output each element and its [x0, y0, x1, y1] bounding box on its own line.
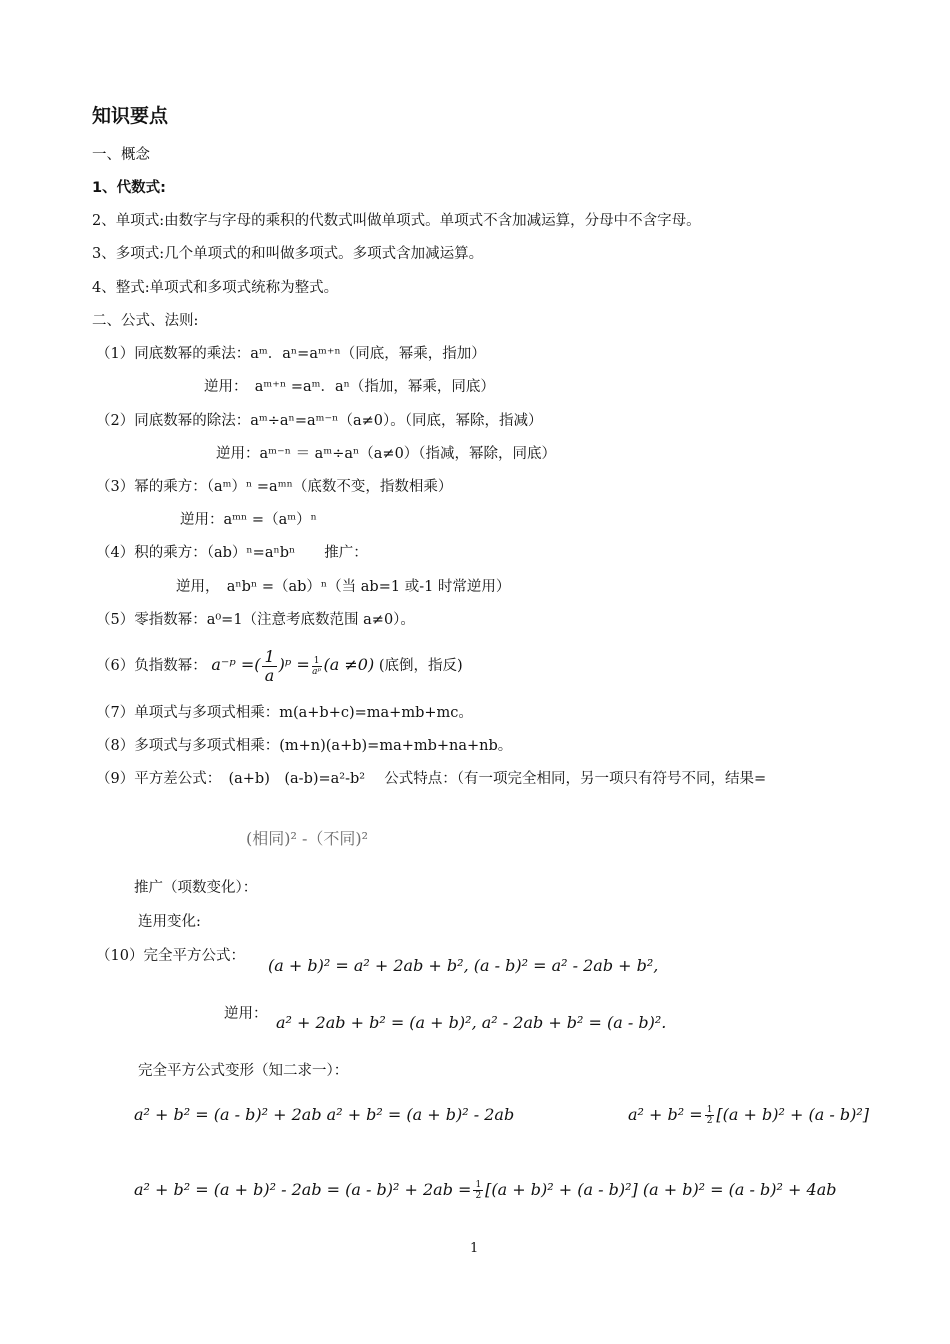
variant-row-2-b: [(a + b)² + (a - b)²] (a + b)² = (a - b)² + 4ab [485, 1180, 837, 1199]
item-algebraic-expression: 1、代数式: [92, 180, 166, 196]
section-concepts: 一、概念 [92, 147, 150, 163]
rule-6-math-b: )ᵖ = [278, 655, 310, 674]
rule-10-label: （10）完全平方公式： [96, 948, 245, 964]
rule-1-inverse: 逆用： aᵐ⁺ⁿ =aᵐ．aⁿ（指加，幂乘，同底） [204, 379, 495, 395]
rule-6-label: （6）负指数幂： [96, 658, 207, 674]
rule-10-inverse-formula: a² + 2ab + b² = (a + b)², a² - 2ab + b² = (a - b)². [276, 1013, 667, 1032]
variant-row-1-right-b: [(a + b)² + (a - b)²] [716, 1105, 869, 1124]
rule-2-inverse: 逆用：aᵐ⁻ⁿ ＝ aᵐ÷aⁿ（a≠0）（指减，幂除，同底） [216, 446, 557, 462]
variant-row-1-right-a: a² + b² = [628, 1105, 703, 1124]
rule-6-tail: (底倒，指反) [378, 658, 463, 674]
rule-3: （3）幂的乘方：（aᵐ）ⁿ =aᵐⁿ（底数不变，指数相乘） [96, 479, 453, 495]
rule-6-math-c: (a ≠0) [323, 655, 375, 674]
rule-8: （8）多项式与多项式相乘：(m+n)(a+b)=ma+mb+na+nb。 [96, 738, 513, 754]
variants-heading: 完全平方公式变形（知二求一）： [138, 1063, 349, 1079]
variant-row-1-right [628, 1102, 869, 1128]
rule-10-formula: (a + b)² = a² + 2ab + b², (a - b)² = a² - 2ab + b², [268, 956, 659, 975]
variant-row-1-half [705, 1105, 715, 1126]
rule-6-math-a: a⁻ᵖ =( [211, 655, 261, 674]
rule-6 [96, 646, 463, 690]
rule-7: （7）单项式与多项式相乘：m(a+b+c)=ma+mb+mc。 [96, 705, 473, 721]
variant-row-2 [134, 1177, 836, 1203]
variant-row-1-half-num: 1 [706, 1105, 713, 1115]
variant-row-2-half-den: 2 [475, 1191, 482, 1201]
rule-3-inverse: 逆用：aᵐⁿ =（aᵐ）ⁿ [180, 512, 317, 528]
rule-6-small-fraction [312, 656, 322, 677]
variant-row-1-half-den: 2 [706, 1116, 713, 1126]
variant-row-1-left: a² + b² = (a - b)² + 2ab a² + b² = (a + b)² - 2ab [134, 1105, 515, 1124]
rule-6-fraction-den: a [264, 665, 275, 685]
item-integral-expression: 4、整式:单项式和多项式统称为整式。 [92, 280, 339, 296]
rule-6-fraction [262, 648, 276, 685]
item-monomial: 2、单项式:由数字与字母的乘积的代数式叫做单项式。单项式不含加减运算，分母中不含字母。 [92, 213, 701, 229]
rule-4-inverse: 逆用， aⁿbⁿ =（ab）ⁿ（当 ab=1 或-1 时常逆用） [176, 579, 511, 595]
rule-6-small-num: 1 [313, 655, 320, 666]
rule-9-generalization: 推广（项数变化）： [134, 880, 258, 896]
item-polynomial: 3、多项式:几个单项式的和叫做多项式。多项式含加减运算。 [92, 246, 484, 262]
rule-9-result: (相同)² -（不同)² [246, 829, 369, 848]
variant-row-2-half-num: 1 [475, 1180, 482, 1190]
rule-9-chained: 连用变化: [138, 914, 201, 930]
rule-6-small-den: aᵖ [312, 666, 322, 677]
rule-10-inverse-label: 逆用： [224, 1006, 268, 1022]
rule-6-fraction-num: 1 [264, 646, 275, 666]
rule-9: （9）平方差公式： (a+b) (a-b)=a²-b² 公式特点：（有一项完全相同，另一项只有符号不同，结果= [96, 771, 767, 787]
page-number: 1 [470, 1241, 479, 1256]
rule-2: （2）同底数幂的除法：aᵐ÷aⁿ=aᵐ⁻ⁿ（a≠0）。（同底，幂除，指减） [96, 413, 543, 429]
rule-5: （5）零指数幂：a⁰=1（注意考底数范围 a≠0）。 [96, 612, 415, 628]
rule-1: （1）同底数幂的乘法：aᵐ．aⁿ=aᵐ⁺ⁿ（同底，幂乘，指加） [96, 346, 486, 362]
section-formulas: 二、公式、法则: [92, 313, 199, 329]
variant-row-2-half [473, 1180, 483, 1201]
variant-row-2-a: a² + b² = (a + b)² - 2ab = (a - b)² + 2ab = [134, 1180, 472, 1199]
page-title: 知识要点 [92, 105, 169, 127]
rule-4: （4）积的乘方：（ab）ⁿ=aⁿbⁿ 推广： [96, 545, 368, 561]
